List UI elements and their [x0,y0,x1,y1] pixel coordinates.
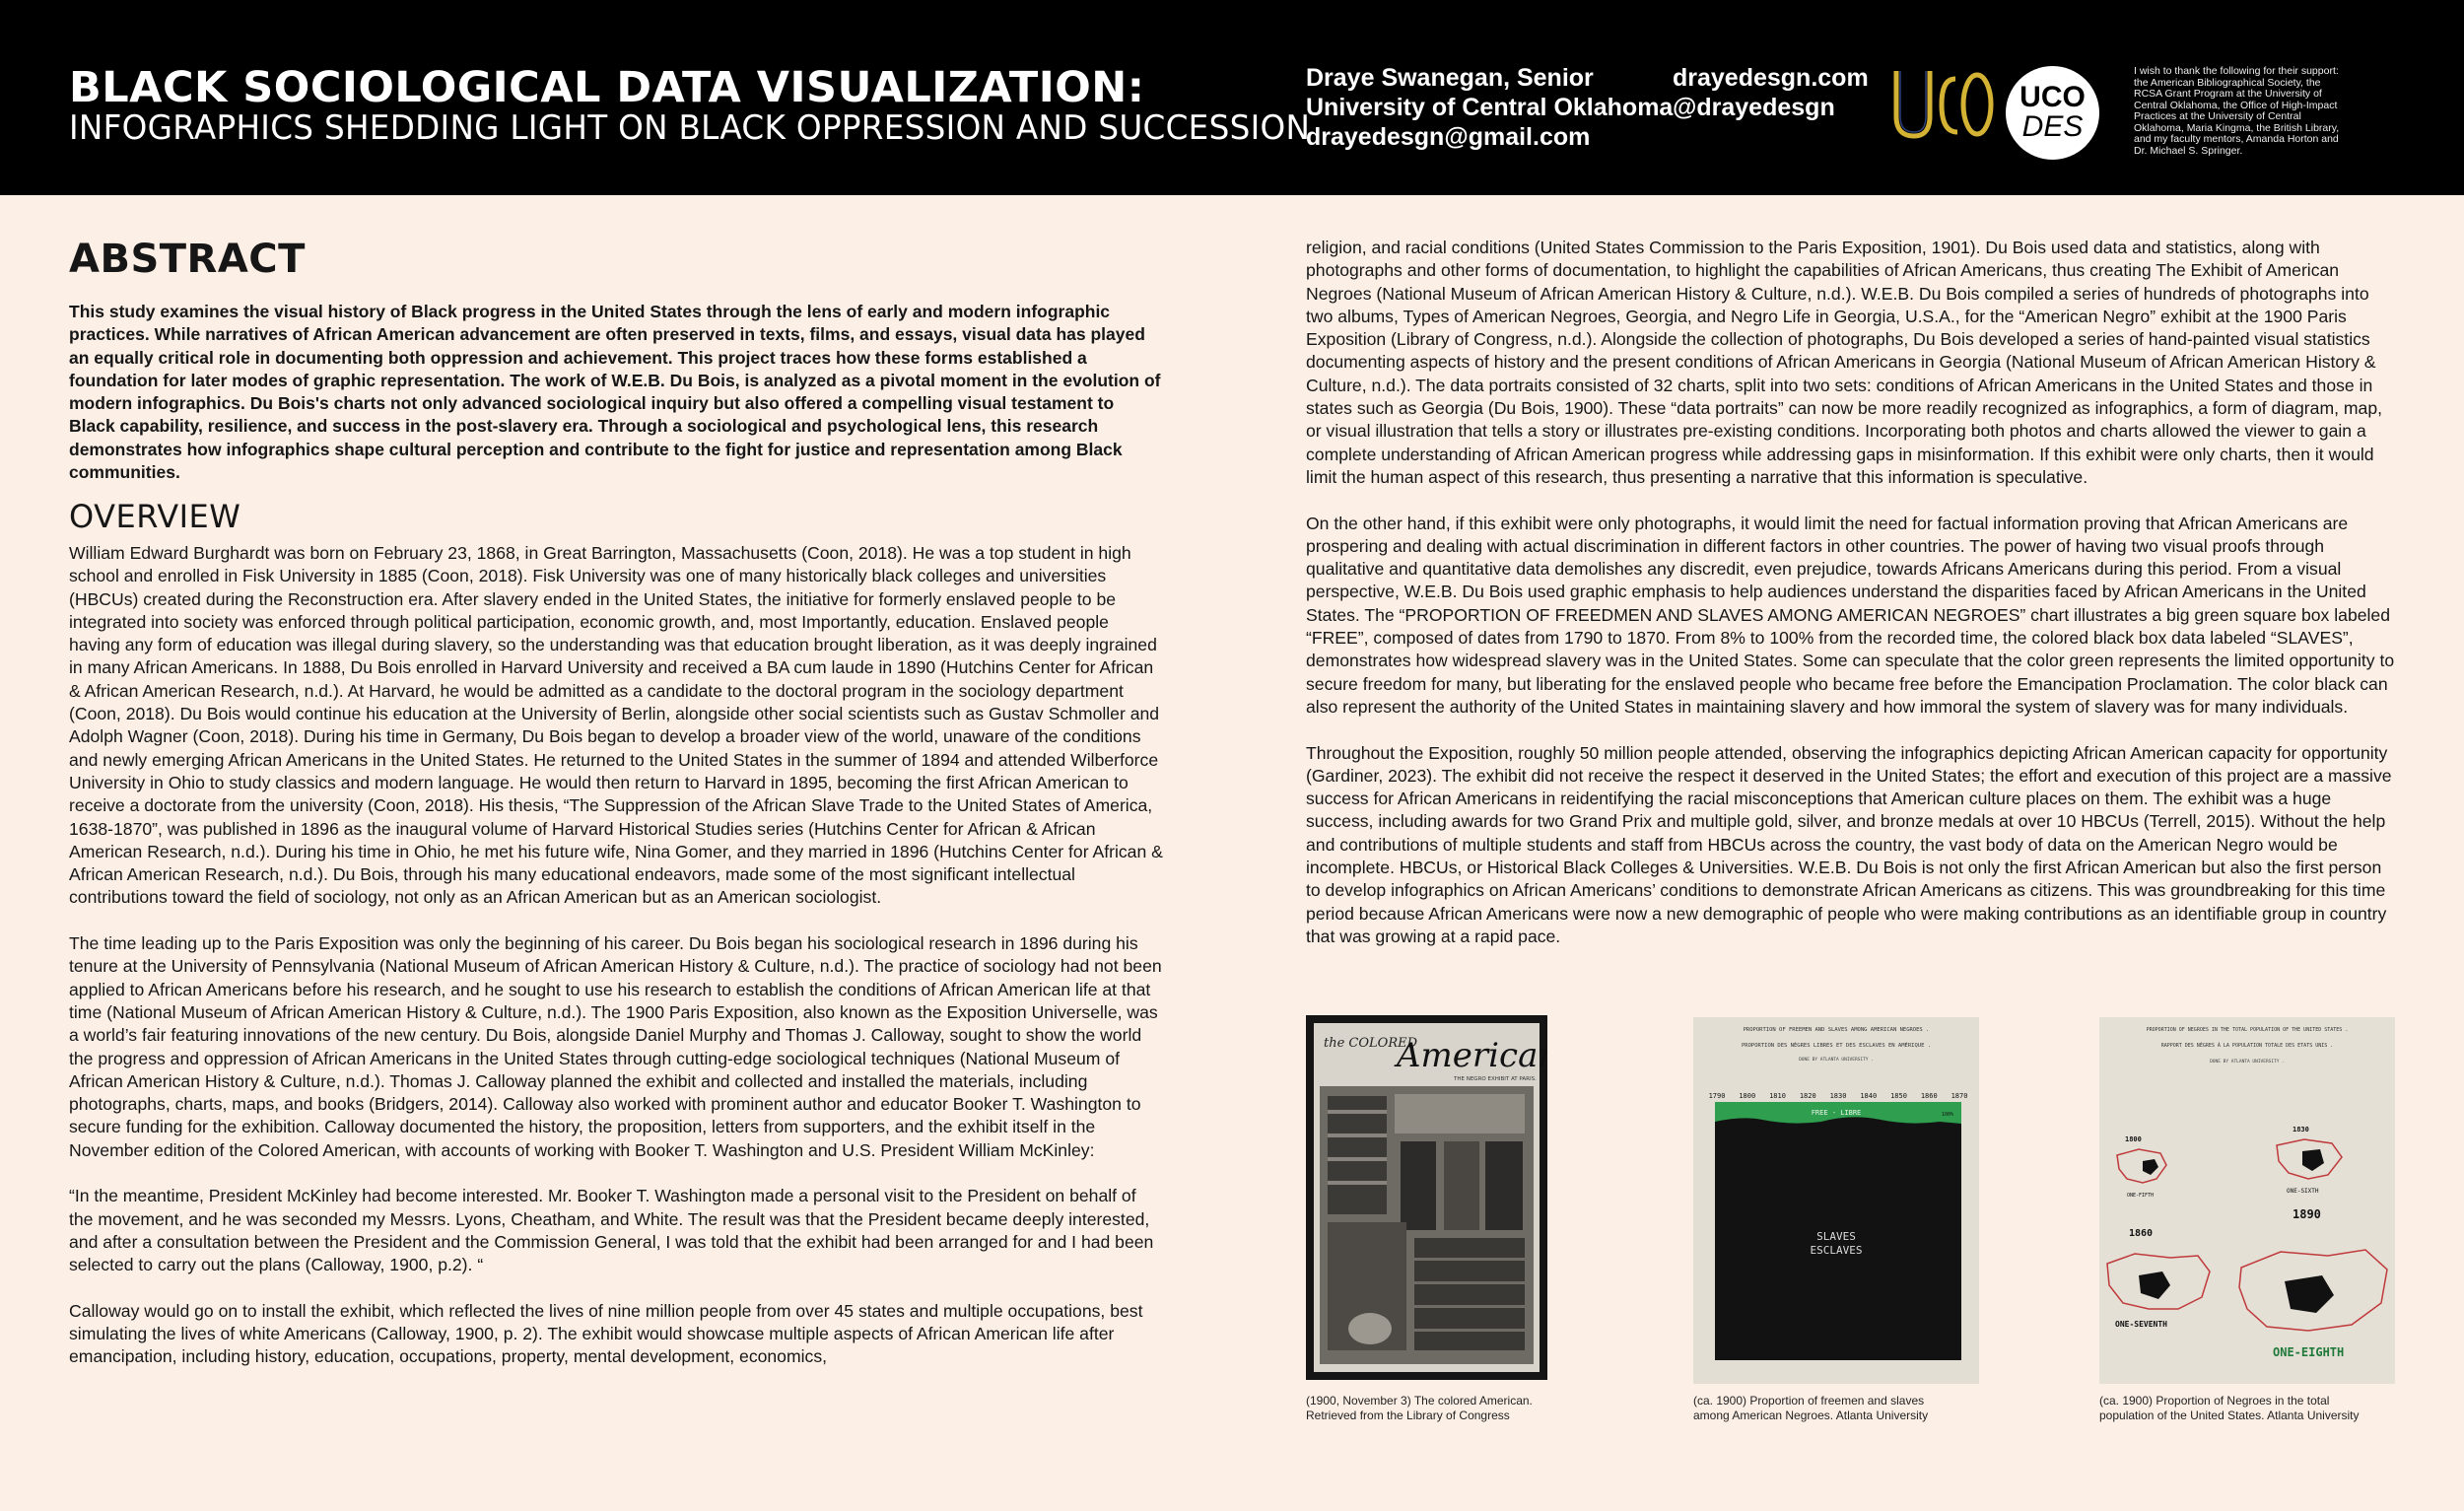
masthead-the: the COLORED [1324,1036,1418,1051]
ucodes-logo [2006,66,2099,160]
fig2-year-label: 1830 [1829,1092,1847,1100]
figure-1-caption-line-1: (1900, November 3) The colored American. [1306,1394,1533,1408]
fig2-title-fr: PROPORTION DES NÈGRES LIBRES ET DES ESCLAVES EN AMÉRIQUE . [1741,1043,1932,1049]
masthead-american: American [1397,1036,1547,1075]
svg-text:UCO: UCO [1890,65,1893,66]
slaves-label-fr: ESCLAVES [1810,1244,1863,1257]
right-paragraph-2: On the other hand, if this exhibit were only photographs, it would limit the need for factual information proving that African Americans are prospering and dealing with actual discrimination in different factors in other countries. The power of having two visual proofs through qualitative and quantitative data demolishes any discredit, even prejudice, towards Africans Americans during this period. From a visual perspective, W.E.B. Du Bois used graphic emphasis to help audiences understand the disparities faced by African Americans in the United States. The “PROPORTION OF FREEDMEN AND SLAVES AMONG AMERICAN NEGROES” chart illustrates a big green square box labeled “FREE”, composed of dates from 1790 to 1870. From 8% to 100% from the recorded time, the colored black box data labeled “SLAVES”, demonstrates how widespread slavery was in the United States. Some can speculate that the color green represents the limited opportunity to secure freedom for many, but liberating for the enslaved people who became free before the Emancipation Proclamation. The color black can also represent the authority of the United States in maintaining slavery and how immoral the system of slavery was for many individuals. [1306,513,2395,717]
fig2-year-label: 1870 [1951,1092,1968,1100]
figure-3-caption-line-2: population of the United States. Atlanta University [2099,1408,2360,1422]
fig3-credit: DONE BY ATLANTA UNIVERSITY . [2210,1060,2285,1065]
map-1890-year: 1890 [2293,1207,2321,1221]
figure-2-caption-line-2: among American Negroes. Atlanta University [1693,1408,1929,1422]
ucodes-logo-bottom: DES [2021,110,2084,143]
author-university: University of Central Oklahoma [1306,94,1674,121]
abstract-heading: ABSTRACT [69,237,306,282]
pct-label: 100% [1942,1112,1954,1118]
contact-block [1673,63,1869,122]
poster-subtitle: INFOGRAPHICS SHEDDING LIGHT ON BLACK OPPRESSION AND SUCCESSION [69,108,1311,148]
masthead-tagline: THE NEGRO EXHIBIT AT PARIS. [1454,1076,1537,1082]
colored-american-image [1306,1015,1547,1380]
header-banner [0,0,2464,195]
fig2-year-label: 1860 [1920,1092,1938,1100]
overview-heading: OVERVIEW [69,498,241,535]
uco-logo-icon [1890,65,1995,144]
author-block [1306,63,1673,152]
poster-title: BLACK SOCIOLOGICAL DATA VISUALIZATION: [69,63,1145,112]
figure-2-caption-line-1: (ca. 1900) Proportion of freemen and slaves [1693,1394,1925,1408]
figure-3-caption [2099,1394,2360,1423]
acknowledgement-text: I wish to thank the following for their support: the American Bibliographical Society, the RCSA Grant Program at the University of Central Oklahoma, the Office of High-Impact Practices at the University of Central Oklahoma, Maria Kingma, the British Library, and my faculty mentors, Amanda Horton and Dr. Michael S. Springer. [2134,65,2340,157]
ucodes-logo-top: UCO [2019,81,2086,113]
map-1800-fraction: ONE-FIFTH [2127,1193,2155,1199]
map-1860-fraction: ONE-SEVENTH [2115,1320,2167,1329]
slaves-label-en: SLAVES [1816,1230,1856,1243]
right-paragraph-1: religion, and racial conditions (United States Commission to the Paris Exposition, 1901). Du Bois used data and statistics, along with photographs and other forms of documentation, to highlight the capabilities of African Americans, thus creating The Exhibit of American Negroes (National Museum of African American History & Culture, n.d.). W.E.B. Du Bois compiled a series of hundreds of photographs into two albums, Types of American Negroes, Georgia, and Negro Life in Georgia, U.S.A., for the “American Negro” exhibit at the 1900 Paris Exposition (Library of Congress, n.d.). Alongside the collection of photographs, Du Bois developed a series of hand-painted visual statistics documenting aspects of history and the present conditions of African Americans in Georgia (National Museum of African American History & Culture, n.d.). The data portraits consisted of 32 charts, split into two sets: conditions of African Americans in the United States and those in states such as Georgia (Du Bois, 1900). These “data portraits” can now be more readily recognized as infographics, a form of diagram, map, or visual illustration that tells a story or illustrates pre-existing conditions. Incorporating both photos and charts allowed the viewer to gain a complete understanding of African American progress while addressing gaps in misinformation. If this exhibit were only charts, then it would limit the human aspect of this research, thus presenting a narrative that this information is speculative. [1306,238,2382,487]
map-1890-fraction: ONE-EIGHTH [2273,1345,2345,1359]
overview-paragraph-4: Calloway would go on to install the exhibit, which reflected the lives of nine million people from over 45 states and multiple occupations, best simulating the lives of white Americans (Calloway, 1900, p. 2). The exhibit would showcase multiple aspects of African American life after emancipation, including history, education, occupations, property, mental development, economics, [69,1300,1143,1367]
right-column [1306,237,2400,972]
proportion-negroes-chart [2099,1017,2395,1384]
fig2-year-label: 1790 [1708,1092,1726,1100]
fig3-title-en: PROPORTION OF NEGROES IN THE TOTAL POPULATION OF THE UNITED STATES . [2146,1027,2349,1033]
fig2-credit: DONE BY ATLANTA UNIVERSITY . [1799,1058,1874,1063]
figure-colored-american [1306,1015,1547,1380]
figure-2-caption [1693,1394,1928,1423]
social-handle[interactable]: @drayedesgn [1673,94,1835,121]
overview-paragraph-2: The time leading up to the Paris Exposition was only the beginning of his career. Du Bois began his sociological research in 1896 during his tenure at the University of Pennsylvania (National Museum of African American History & Culture, n.d.). The practice of sociology had not been applied to African Americans before his research, and he sought to use his research to establish the conditions of African American life at that time (National Museum of African American History & Culture, n.d.). The 1900 Paris Exposition, also known as the Exposition Universelle, was a world’s fair featuring innovations of the new century. Du Bois, alongside Daniel Murphy and Thomas J. Calloway, sought to show the world the progress and oppression of African Americans in the United States through cutting-edge sociological techniques (National Museum of African American History & Culture, n.d.). Thomas J. Calloway planned the exhibit and collected and installed the materials, including photographs, charts, maps, and books (Bridgers, 2014). Calloway also worked with prominent author and educator Booker T. Washington to secure funding for the exhibition. Calloway documented the history, the proposition, letters from supporters, and the exhibit itself in the November edition of the Colored American, with accounts of working with Booker T. Washington and U.S. President William McKinley: [69,933,1162,1160]
fig2-year-axis [1709,1092,1968,1100]
overview-paragraph-1: William Edward Burghardt was born on February 23, 1868, in Great Barrington, Massachusetts (Coon, 2018). He was a top student in high school and enrolled in Fisk University in 1885 (Coon, 2018). Fisk University was one of many historically black colleges and universities (HBCUs) created during the Reconstruction era. After slavery ended in the United States, the initiative for formerly enslaved people to be integrated into society was enforced through political participation, economic growth, and, most Importantly, education. Enslaved people having any form of education was illegal during slavery, so the understanding was that education brought liberation, as it was deeply ingrained in many African Americans. In 1888, Du Bois enrolled in Harvard University and received a BA cum laude in 1890 (Hutchins Center for African & African American Research, n.d.). At Harvard, he would be admitted as a candidate to the doctoral program in the sociology department (Coon, 2018). Du Bois would continue his education at the University of Berlin, alongside other social scientists such as Gustav Schmoller and Adolph Wagner (Coon, 2018). During his time in Germany, Du Bois began to develop a broader view of the world, unaware of the conditions and newly emerging African Americans in the United States. He returned to the United States in the summer of 1894 and attended Wilberforce University in Ohio to study classics and modern language. He would then return to Harvard in 1895, becoming the first African American to receive a doctorate from the university (Coon, 2018). His thesis, “The Suppression of the African Slave Trade to the United States of America, 1638-1870”, was published in 1896 as the inaugural volume of Harvard Historical Studies series (Hutchins Center for African & African American Research, n.d.). During his time in Ohio, he met his future wife, Nina Gomer, and they married in 1896 (Hutchins Center for African & African American Research, n.d.). Du Bois, through his many educational endeavors, made some of the most significant intellectual contributions toward the field of sociology, not only as an African American but as an American sociologist. [69,543,1163,908]
figure-proportion-negroes [2099,1017,2395,1384]
map-1830-year: 1830 [2293,1126,2309,1133]
overview-quote: “In the meantime, President McKinley had become interested. Mr. Booker T. Washington made a personal visit to the President on behalf of the movement, and he was seconded my Messrs. Lyons, Cheatham, and White. The result was that the President became deeply interested, and after a consultation between the President and the Commission General, I was told that the exhibit had been arranged for and I had been selected to carry out the plans (Calloway, 1900, p.2). “ [69,1186,1154,1275]
author-name: Draye Swanegan, Senior [1306,64,1594,92]
fig3-title-fr: RAPPORT DES NÈGRES À LA POPULATION TOTALE DES ETATS UNIS . [2160,1043,2334,1049]
overview-column [69,542,1163,1392]
free-label: FREE - LIBRE [1811,1109,1862,1117]
author-email[interactable]: drayedesgn@gmail.com [1306,123,1591,151]
fig2-year-label: 1810 [1769,1092,1786,1100]
fig2-year-label: 1840 [1860,1092,1878,1100]
freemen-slaves-chart [1693,1017,1979,1384]
map-1830-fraction: ONE-SIXTH [2287,1188,2319,1195]
fig2-year-label: 1820 [1799,1092,1816,1100]
right-paragraph-3: Throughout the Exposition, roughly 50 million people attended, observing the infographics depicting African American capacity for opportunity (Gardiner, 2023). The exhibit did not receive the respect it deserved in the United States; the effort and execution of this project are a massive success for African Americans in reidentifying the racial misconceptions that American culture places on them. The exhibit was a huge success, including awards for two Grand Prix and multiple gold, silver, and bronze medals at over 10 HBCUs (Terrell, 2015). Without the help and contributions of multiple students and staff from HBCUs across the country, the vast body of data on the American Negro would be incomplete. HBCUs, or Historical Black Colleges & Universities. W.E.B. Du Bois is not only the first African American but also the first person to develop infographics on African Americans’ conditions to demonstrate African Americans as citizens. This was groundbreaking for this time period because African Americans were now a new demographic of people who were making contributions as an identifiable group in country that was growing at a rapid pace. [1306,742,2392,946]
fig2-year-label: 1800 [1739,1092,1756,1100]
fig2-year-label: 1850 [1890,1092,1907,1100]
fig2-title-en: PROPORTION OF FREEMEN AND SLAVES AMONG AMERICAN NEGROES . [1743,1027,1930,1033]
abstract-body: This study examines the visual history of Black progress in the United States through the lens of early and modern infographic practices. While narratives of African American advancement are often preserved in texts, films, and essays, visual data has played an equally critical role in documenting both oppression and achievement. This project traces how these forms established a foundation for later modes of graphic representation. The work of W.E.B. Du Bois, is analyzed as a pivotal moment in the evolution of modern infographics. Du Bois's charts not only advanced sociological inquiry but also offered a compelling visual testament to Black capability, resilience, and success in the post-slavery era. Through a sociological and psychological lens, this research demonstrates how infographics shape cultural perception and contribute to the fight for justice and representation among Black communities. [69,302,1161,483]
figure-1-caption [1306,1394,1533,1423]
figure-freemen-slaves [1693,1017,1979,1384]
figure-3-caption-line-1: (ca. 1900) Proportion of Negroes in the total [2099,1394,2330,1408]
map-1860-year: 1860 [2129,1228,2154,1239]
website-link[interactable]: drayedesgn.com [1673,64,1869,92]
figure-1-caption-line-2: Retrieved from the Library of Congress [1306,1408,1510,1422]
map-1800-year: 1800 [2125,1135,2142,1143]
